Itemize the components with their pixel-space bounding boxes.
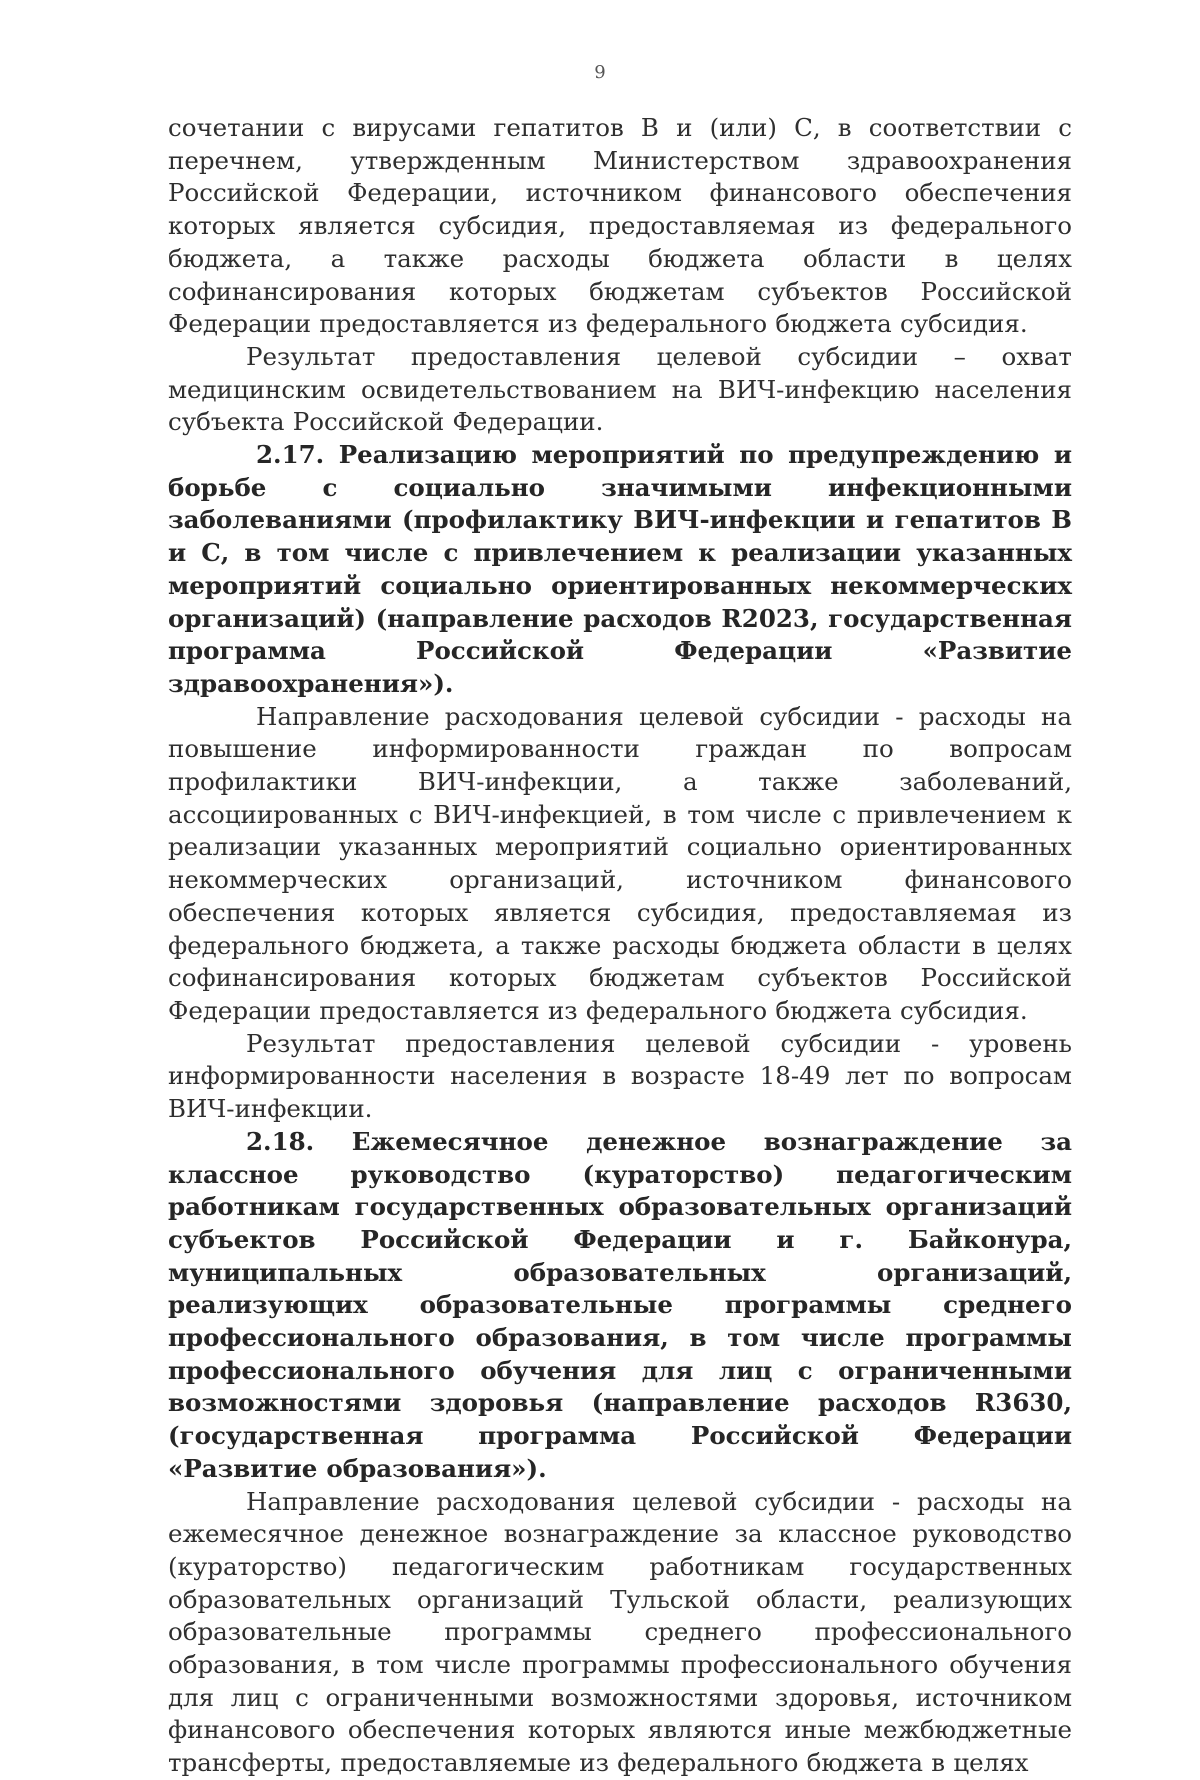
section-heading-2-17: 2.17. Реализацию мероприятий по предупреждению и борьбе с социально значимыми инфекционными заболеваниями (профилактику ВИЧ-инфекции и гепатитов В и С, в том числе с привлечением к реализации указанных мероприятий социально ориентированных некоммерческих организаций) (направление расходов R2023, государственная программа Российской Федерации «Развитие здравоохранения»). [168, 440, 1072, 698]
document-body [168, 112, 1072, 1780]
page-number: 9 [594, 62, 606, 83]
section-heading-2-18: 2.18. Ежемесячное денежное вознаграждение за классное руководство (кураторство) педагогическим работникам государственных образовательных организаций субъектов Российской Федерации и г. Байконура, муниципальных образовательных организаций, реализующих образовательные программы среднего профессионального образования, в том числе программы профессионального обучения для лиц с ограниченными возможностями здоровья (направление расходов R3630, (государственная программа Российской Федерации «Развитие образования»). [168, 1126, 1072, 1483]
paragraph-spending-direction-curators: Направление расходования целевой субсидии - расходы на ежемесячное денежное вознаграждение за классное руководство (кураторство) педагогическим работникам государственных образовательных организаций Тульской области, реализующих образовательные программы среднего профессионального образования, в том числе программы профессионального обучения для лиц с ограниченными возможностями здоровья, источником финансового обеспечения которых являются иные межбюджетные трансферты, предоставляемые из федерального бюджета в целях [168, 1486, 1072, 1778]
paragraph-continuation: сочетании с вирусами гепатитов В и (или) С, в соответствии с перечнем, утвержденным Министерством здравоохранения Российской Федерации, источником финансового обеспечения которых является субсидия, предоставляемая из федерального бюджета, а также расходы бюджета области в целях софинансирования которых бюджетам субъектов Российской Федерации предоставляется из федерального бюджета субсидия. [168, 113, 1072, 339]
paragraph-spending-direction-hiv: Направление расходования целевой субсидии - расходы на повышение информированности граждан по вопросам профилактики ВИЧ-инфекции, а также заболеваний, ассоциированных с ВИЧ-инфекцией, в том числе с привлечением к реализации указанных мероприятий социально ориентированных некоммерческих организаций, источником финансового обеспечения которых является субсидия, предоставляемая из федерального бюджета, а также расходы бюджета области в целях софинансирования которых бюджетам субъектов Российской Федерации предоставляется из федерального бюджета субсидия. [168, 701, 1072, 1025]
paragraph-result-awareness: Результат предоставления целевой субсидии - уровень информированности населения в возрасте 18-49 лет по вопросам ВИЧ-инфекции. [168, 1028, 1072, 1124]
paragraph-result-hiv-testing: Результат предоставления целевой субсидии – охват медицинским освидетельствованием на ВИЧ-инфекцию населения субъекта Российской Федерации. [168, 341, 1072, 437]
